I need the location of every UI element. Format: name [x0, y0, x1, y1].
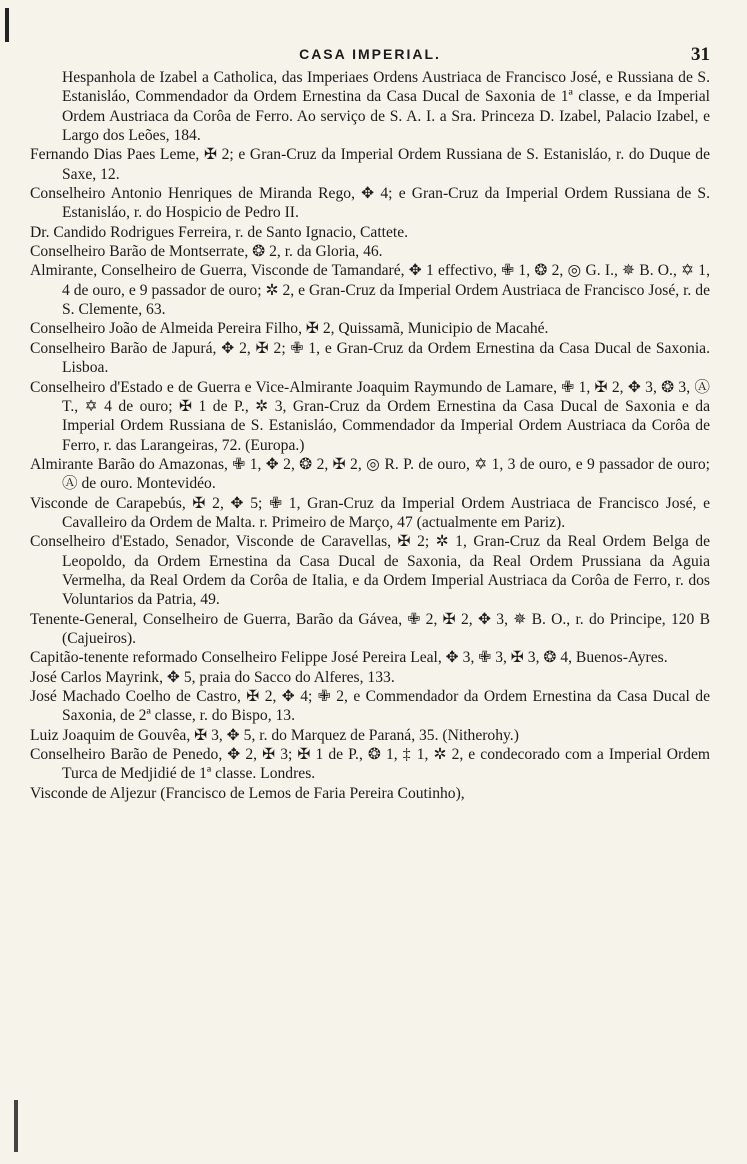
- list-item: Conselheiro Barão de Montserrate, ❂ 2, r. da Gloria, 46.: [30, 243, 383, 261]
- entry-list: [30, 68, 710, 803]
- list-item: Conselheiro Antonio Henriques de Miranda Rego, ✥ 4; e Gran-Cruz da Imperial Ordem Russiana de S. Estanisláo, r. do Hospicio de Pedro II.: [30, 185, 710, 222]
- list-item: Almirante, Conselheiro de Guerra, Visconde de Tamandaré, ✥ 1 effectivo, ✙ 1, ❂ 2, ◎ G. I., ✵ B. O., ✡ 1, 4 de ouro, e 9 passador de ouro; ✲ 2, e Gran-Cruz da Imperial Ordem Austriaca de Francisco José, r. de S. Clemente, 63.: [30, 262, 710, 319]
- list-item: Conselheiro João de Almeida Pereira Filho, ✠ 2, Quissamã, Municipio de Macahé.: [30, 320, 549, 338]
- running-head: CASA IMPERIAL.: [299, 46, 441, 62]
- list-item: Visconde de Aljezur (Francisco de Lemos de Faria Pereira Coutinho),: [30, 784, 465, 802]
- list-item: Capitão-tenente reformado Conselheiro Felippe José Pereira Leal, ✥ 3, ✙ 3, ✠ 3, ❂ 4, Buenos-Ayres.: [30, 649, 668, 667]
- list-item: José Carlos Mayrink, ✥ 5, praia do Sacco do Alferes, 133.: [30, 668, 395, 686]
- list-item: Conselheiro d'Estado e de Guerra e Vice-Almirante Joaquim Raymundo de Lamare, ✙ 1, ✠ 2, ✥ 3, ❂ 3, Ⓐ T., ✡ 4 de ouro; ✠ 1 de P., ✲ 3, Gran-Cruz da Ordem Ernestina da Casa Ducal de Saxonia e da Imperial Ordem Russiana de S. Estanisláo, Commendador da Imperial Ordem Austriaca da Corôa de Ferro, r. das Larangeiras, 72. (Europa.): [30, 378, 710, 454]
- page-header: [30, 46, 710, 68]
- list-item: Conselheiro Barão de Penedo, ✥ 2, ✠ 3; ✠ 1 de P., ❂ 1, ‡ 1, ✲ 2, e condecorado com a Imperial Ordem Turca de Medjidié de 1ª classe. Londres.: [30, 746, 710, 783]
- list-item: Conselheiro d'Estado, Senador, Visconde de Caravellas, ✠ 2; ✲ 1, Gran-Cruz da Real Ordem Belga de Leopoldo, da Ordem Ernestina da Casa Ducal de Saxonia, da Real Ordem Prussiana da Aguia Vermelha, da Real Ordem da Corôa de Italia, e da Ordem Imperial Austriaca da Corôa de Ferro, r. dos Voluntarios da Patria, 49.: [30, 533, 710, 609]
- list-item: Dr. Candido Rodrigues Ferreira, r. de Santo Ignacio, Cattete.: [30, 223, 409, 241]
- list-item: Luiz Joaquim de Gouvêa, ✠ 3, ✥ 5, r. do Marquez de Paraná, 35. (Nitherohy.): [30, 726, 519, 744]
- list-item: Fernando Dias Paes Leme, ✠ 2; e Gran-Cruz da Imperial Ordem Russiana de S. Estanisláo, r. do Duque de Saxe, 12.: [30, 146, 710, 183]
- list-item: Almirante Barão do Amazonas, ✙ 1, ✥ 2, ❂ 2, ✠ 2, ◎ R. P. de ouro, ✡ 1, 3 de ouro, e 9 passador de ouro; Ⓐ de ouro. Montevidéo.: [30, 455, 710, 493]
- list-item: José Machado Coelho de Castro, ✠ 2, ✥ 4; ✙ 2, e Commendador da Ordem Ernestina da Casa Ducal de Saxonia, de 2ª classe, r. do Bispo, 13.: [30, 688, 710, 725]
- list-item: Conselheiro Barão de Japurá, ✥ 2, ✠ 2; ✙ 1, e Gran-Cruz da Ordem Ernestina da Casa Ducal de Saxonia. Lisboa.: [30, 339, 710, 377]
- scan-edge-mark-top: [5, 8, 9, 42]
- list-item: Hespanhola de Izabel a Catholica, das Imperiaes Ordens Austriaca de Francisco José, e Russiana de S. Estanisláo, Commendador da Ordem Ernestina da Casa Ducal de Saxonia de 1ª classe, e da Imperial Ordem Austriaca da Corôa de Ferro. Ao serviço de S. A. I. a Sra. Princeza D. Izabel, Palacio Izabel, e Largo dos Leões, 184.: [62, 69, 710, 145]
- list-item: Tenente-General, Conselheiro de Guerra, Barão da Gávea, ✙ 2, ✠ 2, ✥ 3, ✵ B. O., r. do Principe, 120 B (Cajueiros).: [30, 610, 710, 647]
- list-item: Visconde de Carapebús, ✠ 2, ✥ 5; ✙ 1, Gran-Cruz da Imperial Ordem Austriaca de Francisco José, e Cavalleiro da Ordem de Malta. r. Primeiro de Março, 47 (actualmente em Pariz).: [30, 494, 710, 531]
- page-number: 31: [691, 44, 710, 65]
- scan-edge-mark-bottom: [14, 1100, 18, 1152]
